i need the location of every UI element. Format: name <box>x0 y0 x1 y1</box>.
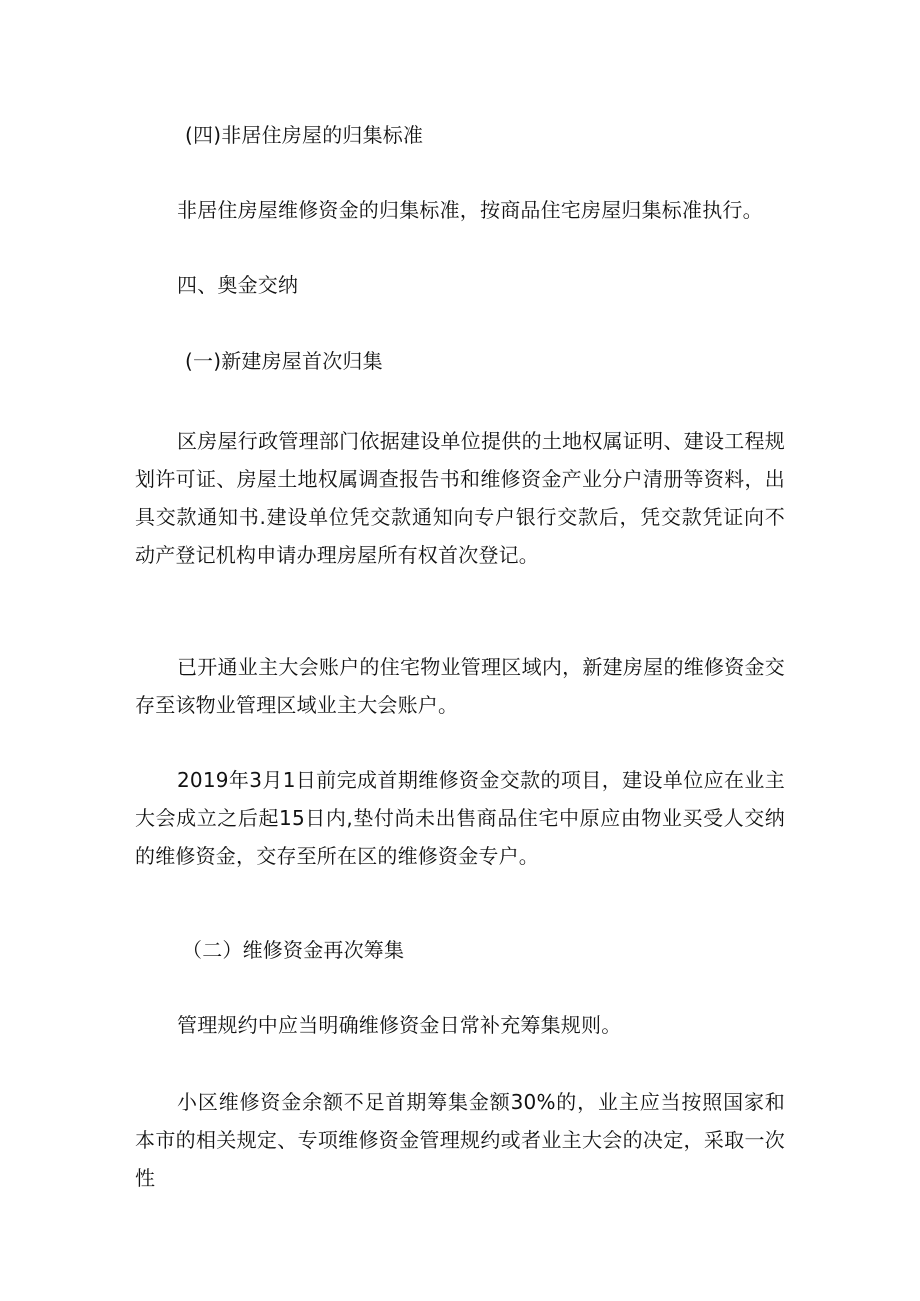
section-heading-payment: 四、奥金交纳 <box>177 273 299 297</box>
subheading-new-building-first-collection: (一)新建房屋首次归集 <box>185 349 383 373</box>
paragraph-owners-assembly-account: 已开通业主大会账户的住宅物业管理区域内，新建房屋的维修资金交存至该物业管理区域业主大会账户。 <box>135 655 785 717</box>
paragraph-management-rules: 管理规约中应当明确维修资金日常补充筹集规则。 <box>177 1013 622 1037</box>
paragraph-non-residential-standard: 非居住房屋维修资金的归集标准，按商品住宅房屋归集标准执行。 <box>177 198 763 222</box>
paragraph-payment-notice: 区房屋行政管理部门依据建设单位提供的土地权属证明、建设工程规划许可证、房屋土地权属调查报告书和维修资金产业分户清册等资料，出具交款通知书.建设单位凭交款通知向专户银行交款后，凭交款凭证向不动产登记机构申请办理房屋所有权首次登记。 <box>135 429 785 567</box>
paragraph-advance-payment: 2019年3月1日前完成首期维修资金交款的项目，建设单位应在业主大会成立之后起15日内,垫付尚未出售商品住宅中原应由物业买受人交纳的维修资金，交存至所在区的维修资金专户。 <box>135 768 785 868</box>
subheading-recollection: （二）维修资金再次筹集 <box>182 938 405 962</box>
subheading-non-residential-standard: (四)非居住房屋的归集标准 <box>185 123 424 147</box>
paragraph-insufficient-balance: 小区维修资金余额不足首期筹集金额30%的，业主应当按照国家和本市的相关规定、专项维修资金管理规约或者业主大会的决定，采取一次性 <box>135 1090 785 1190</box>
